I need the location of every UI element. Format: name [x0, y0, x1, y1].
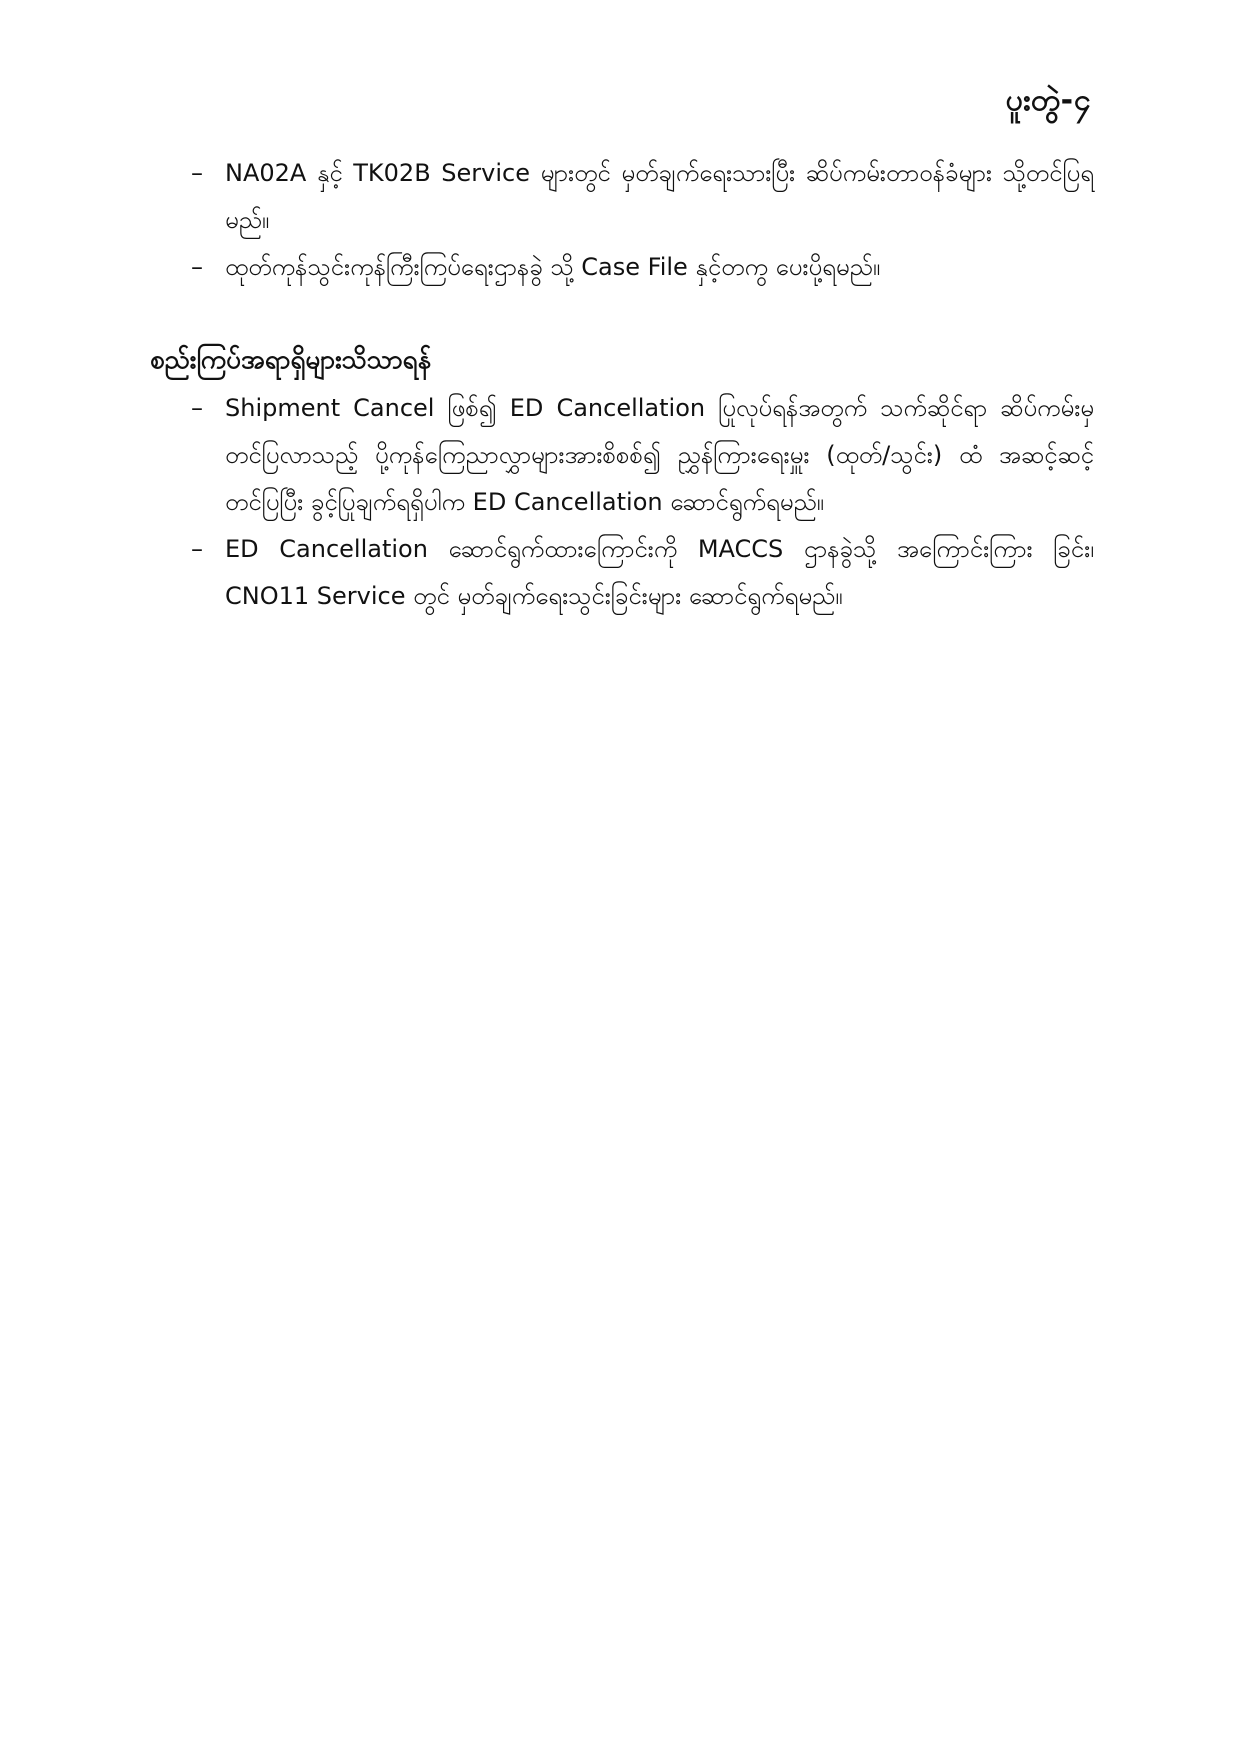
list-item [150, 150, 1094, 244]
list-item [150, 526, 1094, 620]
intro-list [150, 150, 1094, 291]
dash-bullet: – [191, 253, 203, 281]
list-item-text: NA02A နှင့် TK02B Service များတွင် မှတ်ချက်ရေးသားပြီး ဆိပ်ကမ်းတာဝန်ခံများ သို့တင်ပြရမည်။ [225, 159, 1094, 234]
dash-bullet: – [191, 394, 203, 422]
list-item [150, 244, 1094, 291]
dash-bullet: – [191, 159, 203, 187]
section-list [150, 385, 1094, 620]
list-item-text: ED Cancellation ဆောင်ရွက်ထားကြောင်းကို MACCS ဌာနခွဲသို့ အကြောင်းကြား ခြင်း၊ CNO11 Service တွင် မှတ်ချက်ရေးသွင်းခြင်းများ ဆောင်ရွက်ရမည်။ [225, 535, 1094, 610]
document-body [150, 150, 1094, 620]
section-heading: စည်းကြပ်အရာရှိများသိသာရန် [150, 345, 432, 375]
list-item-text: ထုတ်ကုန်သွင်းကုန်ကြီးကြပ်ရေးဌာနခွဲ သို့ Case File နှင့်တကွ ပေးပို့ရမည်။ [225, 253, 881, 281]
list-item [150, 385, 1094, 526]
list-item-text: Shipment Cancel ဖြစ်၍ ED Cancellation ပြုလုပ်ရန်အတွက် သက်ဆိုင်ရာ ဆိပ်ကမ်းမှတင်ပြလာသည့် ပို့ကုန်ကြေညာလွှာများအားစိစစ်၍ ညွှန်ကြားရေးမှူး (ထုတ်/သွင်း) ထံ အဆင့်ဆင့်တင်ပြပြီး ခွင့်ပြုချက်ရရှိပါက ED Cancellation ဆောင်ရွက်ရမည်။ [225, 394, 1094, 516]
attachment-label: ပူးတွဲ-၄ [1005, 83, 1091, 118]
dash-bullet: – [191, 535, 203, 563]
